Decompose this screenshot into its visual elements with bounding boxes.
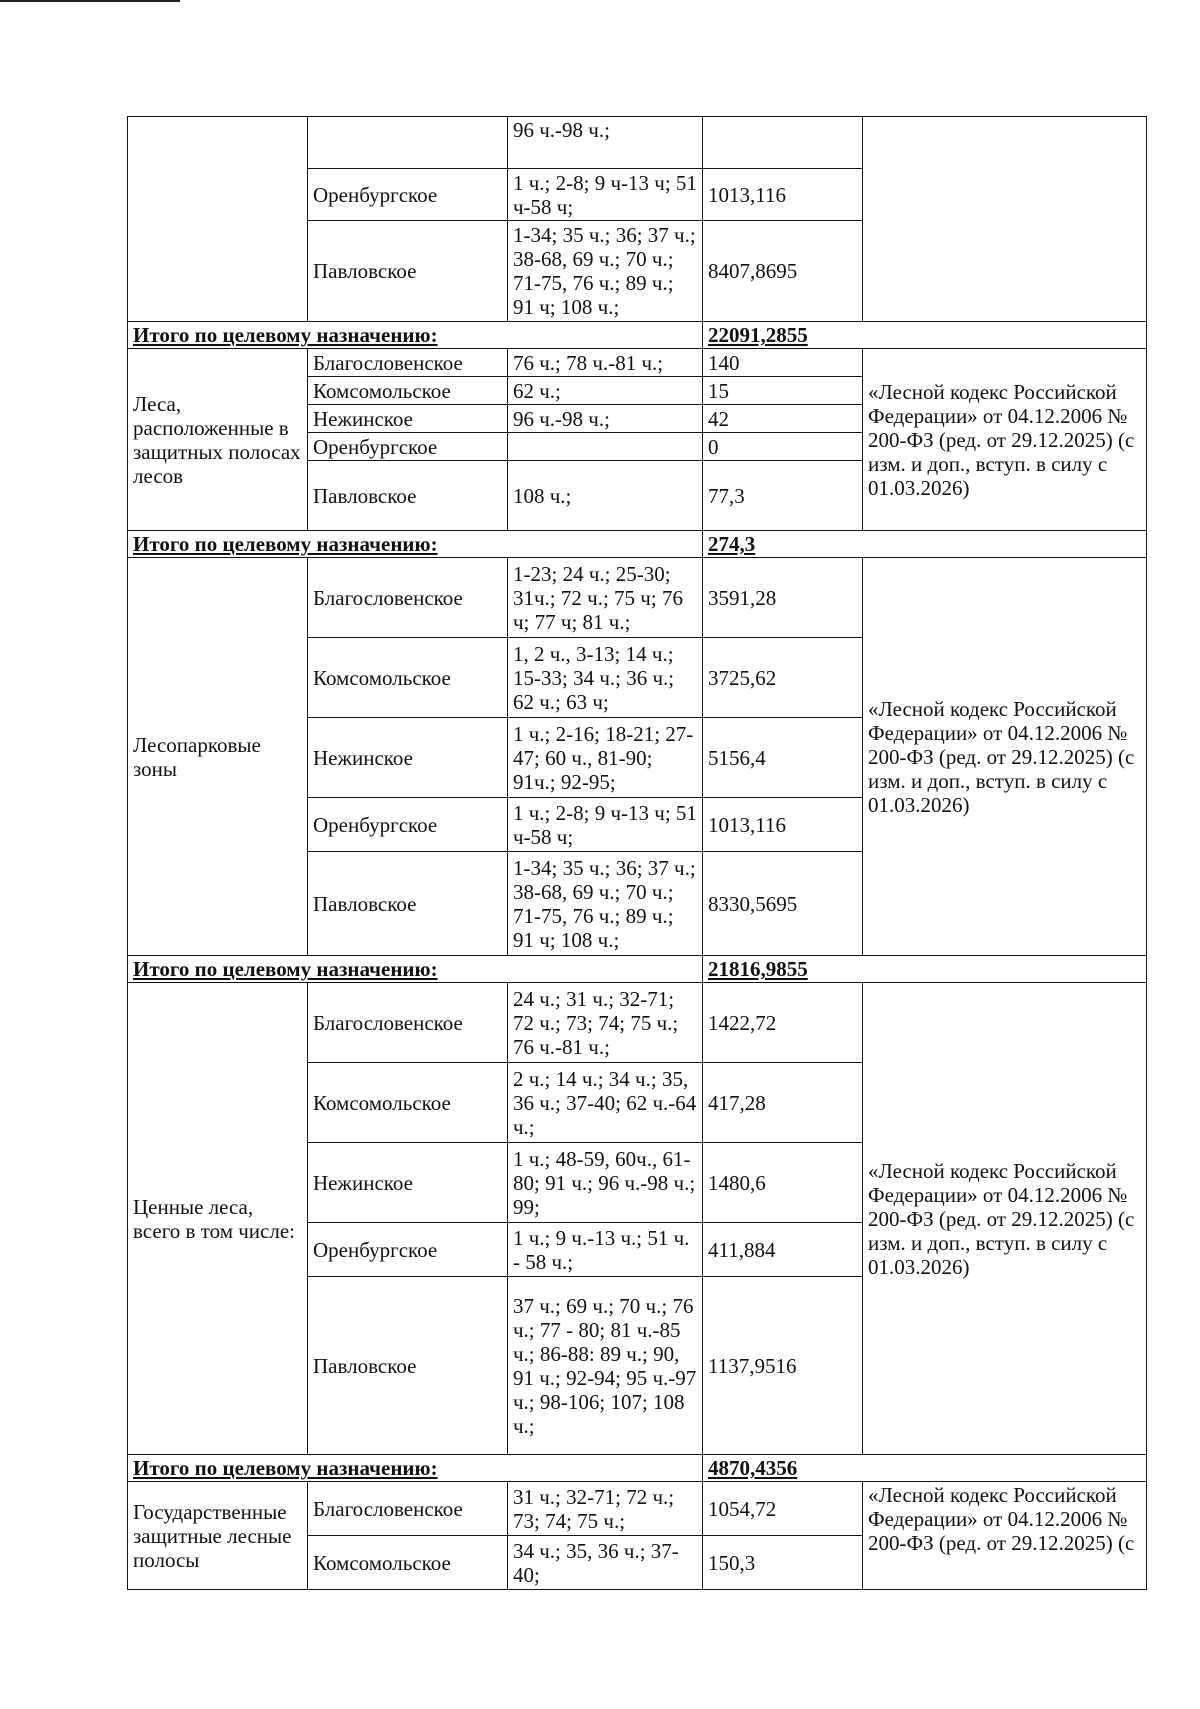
area-cell: 3725,62: [703, 638, 863, 718]
district-cell: Нежинское: [308, 405, 508, 433]
parts-cell: 31 ч.; 32-71; 72 ч.; 73; 74; 75 ч.;: [508, 1482, 703, 1536]
parts-cell: 37 ч.; 69 ч.; 70 ч.; 76 ч.; 77 - 80; 81 ч.-85 ч.; 86-88: 89 ч.; 90, 91 ч.; 92-94; 95 ч.-97 ч.; 98-106; 107; 108 ч.;: [508, 1277, 703, 1455]
district-cell: Оренбургское: [308, 169, 508, 221]
district-cell: Комсомольское: [308, 1536, 508, 1590]
table-row: [128, 558, 1147, 638]
area-cell: 411,884: [703, 1223, 863, 1277]
category-cell: Государственные защитные лесные полосы: [128, 1482, 308, 1590]
district-cell: Благословенское: [308, 349, 508, 377]
table-row: [128, 349, 1147, 377]
table-row: [128, 1482, 1147, 1536]
category-cell: [128, 117, 308, 322]
area-cell: 1422,72: [703, 983, 863, 1063]
district-cell: Оренбургское: [308, 1223, 508, 1277]
total-label: Итого по целевому назначению:: [128, 956, 703, 983]
parts-cell: 1 ч.; 2-16; 18-21; 27-47; 60 ч., 81-90; 91ч.; 92-95;: [508, 718, 703, 798]
parts-cell: 96 ч.-98 ч.;: [508, 117, 703, 169]
category-cell: Леса, расположенные в защитных полосах лесов: [128, 349, 308, 531]
legal-basis-cell: «Лесной кодекс Российской Федерации» от 04.12.2006 № 200-ФЗ (ред. от 29.12.2025) (с изм. и доп., вступ. в силу с 01.03.2026): [863, 349, 1147, 531]
area-cell: 1054,72: [703, 1482, 863, 1536]
parts-cell: 1 ч.; 9 ч.-13 ч.; 51 ч. - 58 ч.;: [508, 1223, 703, 1277]
parts-cell: 34 ч.; 35, 36 ч.; 37-40;: [508, 1536, 703, 1590]
total-value: 22091,2855: [703, 322, 1147, 349]
legal-basis-cell: «Лесной кодекс Российской Федерации» от 04.12.2006 № 200-ФЗ (ред. от 29.12.2025) (с изм. и доп., вступ. в силу с 01.03.2026): [863, 983, 1147, 1455]
total-row: [128, 1455, 1147, 1482]
area-cell: 42: [703, 405, 863, 433]
area-cell: 1013,116: [703, 169, 863, 221]
parts-cell: 96 ч.-98 ч.;: [508, 405, 703, 433]
total-label: Итого по целевому назначению:: [128, 322, 703, 349]
table-row: [128, 117, 1147, 169]
legal-basis-cell: [863, 117, 1147, 322]
forest-areas-table: [127, 116, 1147, 1590]
total-row: [128, 956, 1147, 983]
total-row: [128, 322, 1147, 349]
parts-cell: 108 ч.;: [508, 461, 703, 531]
area-cell: 77,3: [703, 461, 863, 531]
parts-cell: 1 ч.; 2-8; 9 ч-13 ч; 51 ч-58 ч;: [508, 169, 703, 221]
district-cell: Нежинское: [308, 718, 508, 798]
total-value: 274,3: [703, 531, 1147, 558]
table-row: [128, 983, 1147, 1063]
district-cell: Павловское: [308, 852, 508, 956]
total-value: 21816,9855: [703, 956, 1147, 983]
parts-cell: 1-23; 24 ч.; 25-30; 31ч.; 72 ч.; 75 ч; 76 ч; 77 ч; 81 ч.;: [508, 558, 703, 638]
district-cell: Комсомольское: [308, 638, 508, 718]
total-row: [128, 531, 1147, 558]
total-value: 4870,4356: [703, 1455, 1147, 1482]
parts-cell: 2 ч.; 14 ч.; 34 ч.; 35, 36 ч.; 37-40; 62 ч.-64 ч.;: [508, 1063, 703, 1143]
area-cell: 1137,9516: [703, 1277, 863, 1455]
district-cell: Комсомольское: [308, 1063, 508, 1143]
total-label: Итого по целевому назначению:: [128, 1455, 703, 1482]
legal-basis-cell: «Лесной кодекс Российской Федерации» от 04.12.2006 № 200-ФЗ (ред. от 29.12.2025) (с: [863, 1482, 1147, 1590]
parts-cell: 24 ч.; 31 ч.; 32-71; 72 ч.; 73; 74; 75 ч.; 76 ч.-81 ч.;: [508, 983, 703, 1063]
area-cell: 15: [703, 377, 863, 405]
district-cell: [308, 117, 508, 169]
area-cell: 150,3: [703, 1536, 863, 1590]
district-cell: Павловское: [308, 461, 508, 531]
area-cell: 3591,28: [703, 558, 863, 638]
district-cell: Комсомольское: [308, 377, 508, 405]
parts-cell: 62 ч.;: [508, 377, 703, 405]
district-cell: Благословенское: [308, 983, 508, 1063]
parts-cell: 1 ч.; 2-8; 9 ч-13 ч; 51 ч-58 ч;: [508, 798, 703, 852]
parts-cell: 1 ч.; 48-59, 60ч., 61- 80; 91 ч.; 96 ч.-98 ч.; 99;: [508, 1143, 703, 1223]
district-cell: Павловское: [308, 1277, 508, 1455]
area-cell: 140: [703, 349, 863, 377]
parts-cell: 1-34; 35 ч.; 36; 37 ч.; 38-68, 69 ч.; 70 ч.; 71-75, 76 ч.; 89 ч.; 91 ч; 108 ч.;: [508, 221, 703, 322]
district-cell: Оренбургское: [308, 433, 508, 461]
scan-artifact-line: [0, 0, 180, 2]
area-cell: 1480,6: [703, 1143, 863, 1223]
category-cell: Лесопарковые зоны: [128, 558, 308, 956]
total-label: Итого по целевому назначению:: [128, 531, 703, 558]
district-cell: Оренбургское: [308, 798, 508, 852]
district-cell: Благословенское: [308, 558, 508, 638]
area-cell: 8407,8695: [703, 221, 863, 322]
legal-basis-cell: «Лесной кодекс Российской Федерации» от 04.12.2006 № 200-ФЗ (ред. от 29.12.2025) (с изм. и доп., вступ. в силу с 01.03.2026): [863, 558, 1147, 956]
district-cell: Нежинское: [308, 1143, 508, 1223]
district-cell: Благословенское: [308, 1482, 508, 1536]
parts-cell: 1-34; 35 ч.; 36; 37 ч.; 38-68, 69 ч.; 70 ч.; 71-75, 76 ч.; 89 ч.; 91 ч; 108 ч.;: [508, 852, 703, 956]
area-cell: 417,28: [703, 1063, 863, 1143]
category-cell: Ценные леса, всего в том числе:: [128, 983, 308, 1455]
area-cell: 1013,116: [703, 798, 863, 852]
area-cell: 0: [703, 433, 863, 461]
area-cell: 8330,5695: [703, 852, 863, 956]
district-cell: Павловское: [308, 221, 508, 322]
parts-cell: [508, 433, 703, 461]
area-cell: 5156,4: [703, 718, 863, 798]
area-cell: [703, 117, 863, 169]
parts-cell: 1, 2 ч., 3-13; 14 ч.; 15-33; 34 ч.; 36 ч.; 62 ч.; 63 ч;: [508, 638, 703, 718]
parts-cell: 76 ч.; 78 ч.-81 ч.;: [508, 349, 703, 377]
